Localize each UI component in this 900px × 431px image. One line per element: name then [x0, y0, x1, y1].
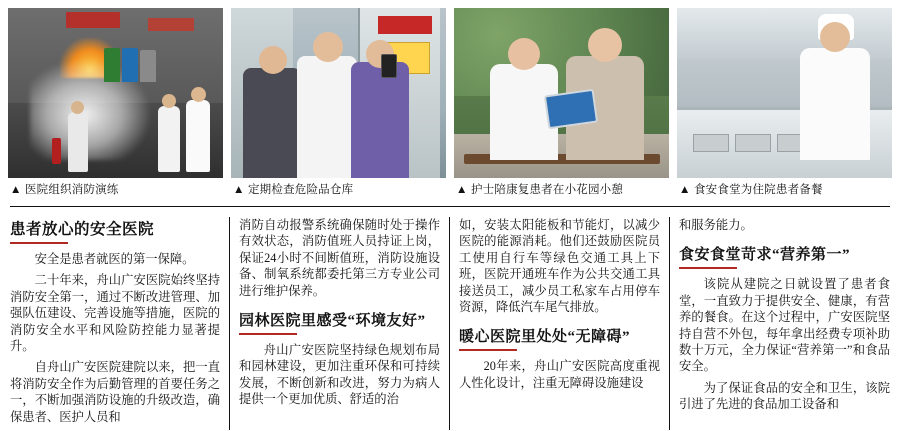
heading-underline [459, 349, 517, 351]
photo-caption: ▲ 定期检查危险品仓库 [233, 184, 354, 196]
gray-bin [140, 50, 156, 82]
red-banner [66, 12, 120, 28]
red-warning-sign [378, 16, 432, 34]
paragraph: 为了保证食品的安全和卫生，该院引进了先进的食品加工设备和 [679, 380, 890, 412]
article-column-4 [670, 217, 890, 430]
photo-strip [0, 0, 900, 198]
person-operator [68, 112, 88, 172]
inspector-3 [351, 62, 409, 178]
section-heading-4: 食安食堂苛求“营养第一” [679, 247, 851, 264]
paragraph-continued: 如，安装太阳能板和节能灯，以减少医院的能源消耗。他们还鼓励医院员工使用自行车等绿色交通工具上下班，医院开通班车作为公共交通工具接送员工，减少员工私家车占用停车资源，降低汽车尾气排放。 [459, 218, 660, 315]
section-heading-3: 暖心医院里处处“无障碍” [459, 329, 631, 346]
heading-underline [239, 333, 297, 335]
heading-underline [679, 267, 737, 269]
warehouse-inspection-photo [231, 8, 446, 178]
inspector-2 [297, 56, 357, 178]
photo-cell-warehouse [231, 8, 446, 198]
chef-figure [800, 48, 870, 160]
paragraph: 二十年来，舟山广安医院始终坚持消防安全第一，通过不断改进管理、加强队伍建设、完善设施等措施，医院的消防安全水平和风险防控能力显著提升。 [10, 273, 220, 354]
photo-cell-garden [454, 8, 669, 198]
section-heading-2: 园林医院里感受“环境友好” [239, 313, 426, 330]
photo-cell-canteen [677, 8, 892, 198]
person-staff-1 [158, 106, 180, 172]
article-column-1 [10, 217, 230, 430]
green-bin [104, 48, 120, 82]
paragraph-continued: 消防自动报警系统确保随时处于操作有效状态，消防值班人员持证上岗，保证24小时不间断值班，消防设施设备、制氧系统都委托第三方专业公司进行维护保养。 [239, 218, 440, 298]
inspector-1 [243, 68, 301, 178]
fire-drill-photo [8, 8, 223, 178]
meal-tray [735, 134, 771, 152]
article-column-2 [230, 217, 450, 430]
photo-caption: ▲ 食安食堂为住院患者备餐 [679, 184, 823, 196]
section-heading-1: 患者放心的安全医院 [10, 221, 155, 238]
photo-caption: ▲ 医院组织消防演练 [10, 184, 119, 196]
photo-cell-fire-drill [8, 8, 223, 198]
smartphone [381, 54, 397, 78]
meal-tray [693, 134, 729, 152]
paragraph: 安全是患者就医的第一保障。 [34, 252, 195, 266]
tablet-device [544, 89, 598, 130]
paragraph: 该院从建院之日就设置了患者食堂，一直致力于提供安全、健康，有营养的餐食。在这个过程中，广安医院坚持自营不外包，每年拿出经费专项补助数十万元，全力保证“营养第一”和食品安全。 [679, 277, 890, 374]
paragraph: 自舟山广安医院建院以来，把一直将消防安全作为后勤管理的首要任务之一，不断加强消防设施的升级改造，确保患者、医护人员和 [10, 360, 220, 424]
red-banner-secondary [148, 18, 194, 31]
person-staff-2 [186, 100, 210, 172]
canteen-photo [677, 8, 892, 178]
garden-rest-photo [454, 8, 669, 178]
fire-extinguisher [52, 138, 61, 164]
heading-underline [10, 242, 68, 244]
paragraph: 舟山广安医院坚持绿色规划布局和园林建设，更加注重环保和可持续发展，不断创新和改进，努力为病人提供一个更加优质、舒适的治 [239, 343, 440, 407]
article-column-3 [450, 217, 670, 430]
article-columns [0, 207, 900, 430]
paragraph-continued: 和服务能力。 [679, 218, 753, 232]
photo-caption: ▲ 护士陪康复患者在小花园小憩 [456, 184, 624, 196]
paragraph: 20年来，舟山广安医院高度重视人性化设计，注重无障碍设施建设 [459, 359, 660, 390]
blue-bin [122, 48, 138, 82]
